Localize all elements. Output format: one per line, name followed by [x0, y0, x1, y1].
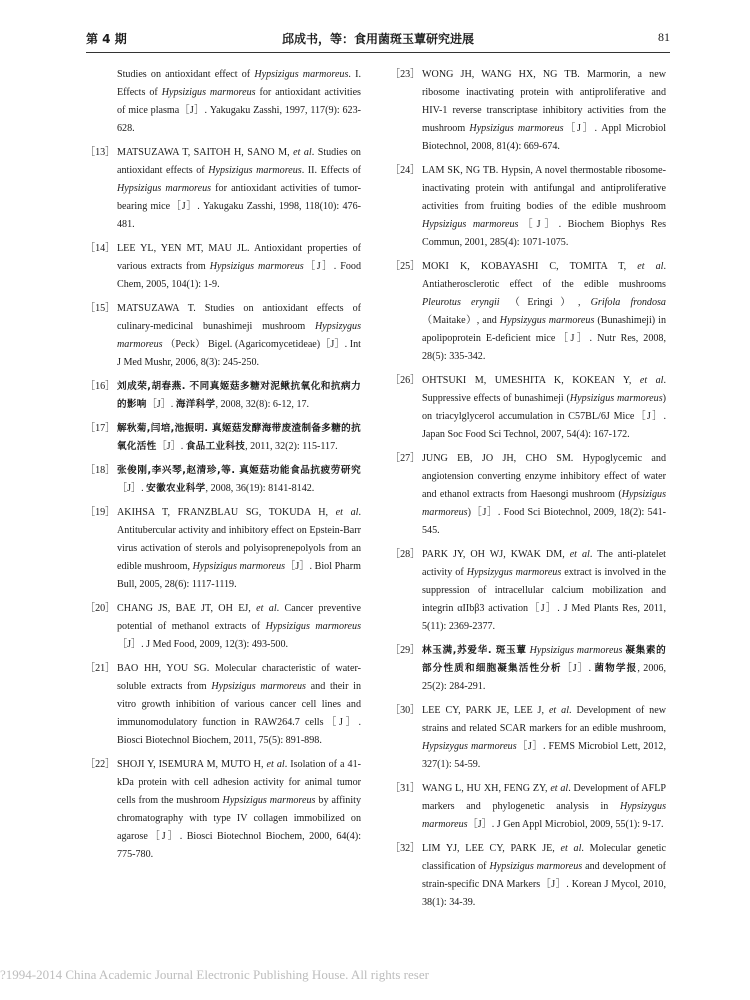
reference-text: MATSUZAWA T. Studies on antioxidant effects of culinary-medicinal bunashimeji mushroom Hypsizygus marmoreus （Peck） Bigel. (Agaricomycetideae)［J］. Int J Med Mushr, 2006, 8(3): 245-250. — [117, 303, 361, 368]
reference-entry — [390, 258, 666, 366]
reference-text: SHOJI Y, ISEMURA M, MUTO H, et al. Isolation of a 41-kDa protein with cell adhesion activity for animal tumor cells from the mushroom Hypsizigus marmoreus by affinity chromatography with type IV collagen immobilized on agarose［J］. Biosci Biotechnol Biochem, 2000, 64(4): 775-780. — [117, 759, 361, 860]
reference-text: WONG JH, WANG HX, NG TB. Marmorin, a new ribosome inactivating protein with antiproliferative and HIV-1 reverse transcriptase inhibitory activities from the mushroom Hypsizigus marmoreus［J］. Appl Microbiol Biotechnol, 2008, 81(4): 669-674. — [422, 69, 666, 152]
reference-number: ［32］ — [390, 843, 421, 854]
reference-text: WANG L, HU XH, FENG ZY, et al. Development of AFLP markers and phylogenetic analysis in Hypsizygus marmoreus［J］. J Gen Appl Microbiol, 2009, 55(1): 9-17. — [422, 783, 666, 830]
reference-number: ［13］ — [85, 147, 116, 158]
reference-entry — [85, 144, 361, 234]
reference-text: 解秋菊,闫培,池振明. 真姬菇发酵海带废渣制备多糖的抗氧化活性［J］. 食品工业科技, 2011, 32(2): 115-117. — [117, 423, 361, 452]
reference-text: CHANG JS, BAE JT, OH EJ, et al. Cancer preventive potential of methanol extracts of Hypsizigus marmoreus［J］. J Med Food, 2009, 12(3): 493-500. — [117, 603, 362, 650]
reference-text: LEE YL, YEN MT, MAU JL. Antioxidant properties of various extracts from Hypsizigus marmoreus［J］. Food Chem, 2005, 104(1): 1-9. — [117, 243, 362, 290]
reference-text: LAM SK, NG TB. Hypsin, A novel thermostable ribosome-inactivating protein with antifungal and antiproliferative activities from fruiting bodies of the edible mushroom Hypsizigus marmoreus［J］. Biochem Biophys Res Commun, 2001, 285(4): 1071-1075. — [422, 165, 666, 248]
reference-entry — [85, 660, 361, 750]
reference-number: ［30］ — [390, 705, 421, 716]
reference-entry — [85, 378, 361, 414]
reference-entry — [390, 840, 666, 912]
reference-entry — [85, 300, 361, 372]
reference-text: AKIHSA T, FRANZBLAU SG, TOKUDA H, et al. Antitubercular activity and inhibitory effect on Epstein-Barr virus activation of sterols and polyisoprenepolyols from an edible mushroom, Hypsizigus marmoreus［J］. Biol Pharm Bull, 2005, 28(6): 1117-1119. — [117, 507, 361, 590]
reference-text: 张俊刚,李兴琴,赵清珍,等. 真姬菇功能食品抗疲劳研究［J］. 安徽农业科学, 2008, 36(19): 8141-8142. — [117, 465, 361, 494]
reference-text: PARK JY, OH WJ, KWAK DM, et al. The anti-platelet activity of Hypsizygus marmoreus extract is involved in the suppression of intracellular calcium mobilization and integrin αIIbβ3 activation［J］. J Med Plants Res, 2011, 5(11): 2369-2377. — [422, 549, 666, 632]
reference-entry — [85, 462, 361, 498]
reference-text: BAO HH, YOU SG. Molecular characteristic of water-soluble extracts from Hypsizigus marmoreus and their in vitro growth inhibition of various cancer cell lines and immunomodulatory function in RAW264.7 cells［J］. Biosci Biotechnol Biochem, 2011, 75(5): 891-898. — [117, 663, 362, 746]
reference-entry — [390, 642, 666, 696]
reference-entry — [390, 702, 666, 774]
reference-text: LEE CY, PARK JE, LEE J, et al. Development of new strains and related SCAR markers for an edible mushroom, Hypsizygus marmoreus［J］. FEMS Microbiol Lett, 2012, 327(1): 54-59. — [422, 705, 666, 770]
reference-number: ［22］ — [85, 759, 116, 770]
reference-number: ［29］ — [390, 645, 421, 656]
page-number: 81 — [658, 30, 670, 44]
reference-number: ［25］ — [390, 261, 421, 272]
header-rule — [86, 52, 670, 53]
reference-number: ［27］ — [390, 453, 421, 464]
reference-text: Studies on antioxidant effect of Hypsizigus marmoreus. I. Effects of Hypsizigus marmoreus for antioxidant activities of mice plasma［J］. Yakugaku Zasshi, 1997, 117(9): 623-628. — [117, 69, 361, 134]
reference-number: ［20］ — [85, 603, 116, 614]
running-title: 邱成书，等：食用菌斑玉蕈研究进展 — [281, 32, 474, 46]
reference-number: ［18］ — [85, 465, 116, 476]
reference-entry — [85, 504, 361, 594]
reference-entry — [85, 420, 361, 456]
reference-number: ［24］ — [390, 165, 421, 176]
reference-entry — [390, 162, 666, 252]
reference-text: LIM YJ, LEE CY, PARK JE, et al. Molecular genetic classification of Hypsizigus marmoreus and development of strain-specific DNA Markers［J］. Korean J Mycol, 2010, 38(1): 34-39. — [422, 843, 666, 908]
reference-number: ［26］ — [390, 375, 421, 386]
reference-number: ［14］ — [85, 243, 116, 254]
reference-number: ［19］ — [85, 507, 116, 518]
left-column — [85, 66, 361, 870]
reference-entry — [85, 756, 361, 864]
reference-number: ［15］ — [85, 303, 116, 314]
reference-text: MATSUZAWA T, SAITOH H, SANO M, et al. Studies on antioxidant effects of Hypsizigus marmoreus. II. Effects of Hypsizigus marmoreus for antioxidant activities of tumor-bearing mice［J］. Yakugaku Zasshi, 1998, 118(10): 476-481. — [117, 147, 361, 230]
reference-entry — [390, 546, 666, 636]
reference-entry — [85, 66, 361, 138]
reference-entry — [390, 450, 666, 540]
reference-entry — [390, 372, 666, 444]
reference-number: ［28］ — [390, 549, 421, 560]
running-header — [86, 30, 670, 52]
reference-number: ［17］ — [85, 423, 116, 434]
reference-number: ［23］ — [390, 69, 421, 80]
reference-entry — [85, 600, 361, 654]
reference-text: OHTSUKI M, UMESHITA K, KOKEAN Y, et al. Suppressive effects of bunashimeji (Hypsizigus marmoreus) on triacylglycerol accumulation in C57BL/6J Mice［J］. Japan Soc Food Sci Technol, 2007, 54(4): 167-172. — [422, 375, 666, 440]
reference-entry — [85, 240, 361, 294]
copyright-footer: ?1994-2014 China Academic Journal Electronic Publishing House. All rights reser — [0, 967, 429, 982]
issue-number: 第 4 期 — [86, 32, 127, 46]
reference-entry — [390, 780, 666, 834]
reference-entry — [390, 66, 666, 156]
right-column — [390, 66, 666, 918]
reference-text: MOKI K, KOBAYASHI C, TOMITA T, et al. Antiatherosclerotic effect of the edible mushrooms Pleurotus eryngii （Eringi）, Grifola frondosa （Maitake）, and Hypsizygus marmoreus (Bunashimeji) in apolipoprotein E-deficient mice［J］. Nutr Res, 2008, 28(5): 335-342. — [422, 261, 666, 362]
reference-number: ［16］ — [85, 381, 116, 392]
reference-number: ［31］ — [390, 783, 421, 794]
reference-number: ［21］ — [85, 663, 116, 674]
reference-text: 刘成荣,胡春燕. 不同真姬菇多糖对泥鳅抗氧化和抗病力的影响［J］. 海洋科学, 2008, 32(8): 6-12, 17. — [117, 381, 361, 410]
reference-text: JUNG EB, JO JH, CHO SM. Hypoglycemic and angiotension converting enzyme inhibitory effect of water and ethanol extracts from Haesongi mushroom (Hypsizigus marmoreus)［J］. Food Sci Biotechnol, 2009, 18(2): 541-545. — [422, 453, 666, 536]
reference-text: 林玉满,苏爱华. 斑玉蕈 Hypsizigus marmoreus 凝集素的部分性质和细胞凝集活性分析［J］. 菌物学报, 2006, 25(2): 284-291. — [422, 645, 667, 692]
